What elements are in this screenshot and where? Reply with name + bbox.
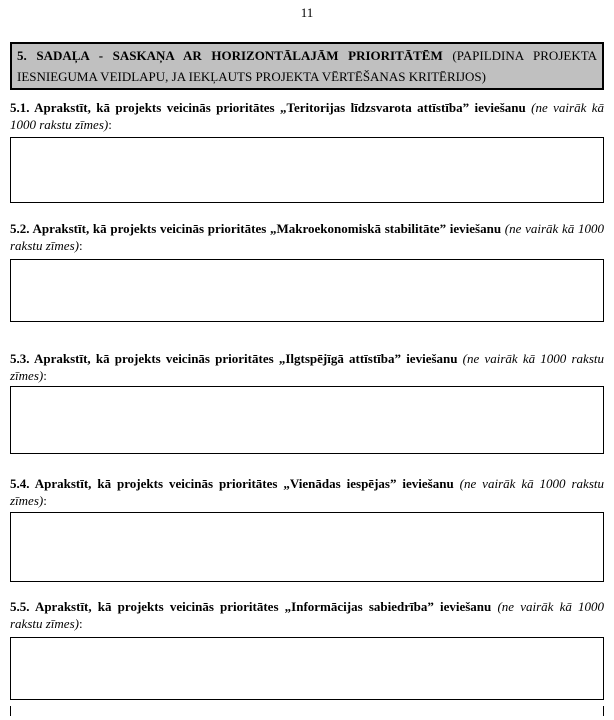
section-5-2-prompt-colon: : bbox=[78, 238, 83, 253]
section-5-4-prompt bbox=[10, 475, 604, 509]
next-answer-box-cutoff bbox=[10, 706, 604, 716]
section-5-title-note: (PAPILDINA PROJEKTA IESNIEGUMA VEIDLAPU, JA IEKĻAUTS PROJEKTA VĒRTĒŠANAS KRITĒRIJOS) bbox=[17, 48, 597, 84]
section-5-4-prompt-bold: 5.4. Aprakstīt, kā projekts veicinās prioritātes „Vienādas iespējas” ieviešanu bbox=[10, 476, 460, 491]
section-5-1-prompt-colon: : bbox=[108, 117, 112, 132]
section-5-1 bbox=[0, 99, 614, 203]
section-5-3-prompt-bold: 5.3. Aprakstīt, kā projekts veicinās prioritātes „Ilgtspējīgā attīstība” ieviešanu bbox=[10, 351, 463, 366]
section-5-4-limit-note: (ne vairāk kā 1000 rakstu zīmes) bbox=[10, 476, 604, 508]
answer-box-5-4[interactable] bbox=[10, 512, 604, 582]
section-5-1-limit-note: (ne vairāk kā 1000 rakstu zīmes) bbox=[10, 100, 604, 132]
section-5-5 bbox=[0, 598, 614, 700]
section-5-4-prompt-colon: : bbox=[43, 493, 47, 508]
section-5-3-prompt-colon: : bbox=[43, 368, 47, 383]
answer-box-5-2[interactable] bbox=[10, 259, 604, 322]
section-5-title: 5. SADAĻA - SASKAŅA AR HORIZONTĀLAJĀM PRIORITĀTĒM bbox=[17, 48, 453, 63]
page-number: 11 bbox=[300, 5, 314, 20]
section-5-5-limit-note: (ne vairāk kā 1000 rakstu zīmes) bbox=[10, 599, 604, 631]
section-5-2-prompt bbox=[10, 220, 604, 254]
answer-box-5-5[interactable] bbox=[10, 637, 604, 700]
section-5-2 bbox=[0, 220, 614, 322]
section-5-5-prompt bbox=[10, 598, 604, 632]
section-5-2-limit-note: (ne vairāk kā 1000 rakstu zīmes) bbox=[10, 221, 604, 253]
answer-box-5-3[interactable] bbox=[10, 386, 604, 454]
section-5-5-prompt-colon: : bbox=[78, 616, 83, 631]
section-5-1-prompt bbox=[10, 99, 604, 133]
section-5-header-banner bbox=[10, 42, 604, 90]
section-5-3-prompt bbox=[10, 350, 604, 384]
section-5-3-limit-note: (ne vairāk kā 1000 rakstu zīmes) bbox=[10, 351, 604, 383]
section-5-4 bbox=[0, 475, 614, 582]
section-5-3 bbox=[0, 350, 614, 454]
section-5-5-prompt-bold: 5.5. Aprakstīt, kā projekts veicinās prioritātes „Informācijas sabiedrība” ieviešanu bbox=[10, 599, 498, 614]
answer-box-5-1[interactable] bbox=[10, 137, 604, 203]
section-5-1-prompt-bold: 5.1. Aprakstīt, kā projekts veicinās prioritātes „Teritorijas līdzsvarota attīstība” ieviešanu bbox=[10, 100, 532, 115]
section-5-2-prompt-bold: 5.2. Aprakstīt, kā projekts veicinās prioritātes „Makroekonomiskā stabilitāte” ieviešanu bbox=[10, 221, 505, 236]
